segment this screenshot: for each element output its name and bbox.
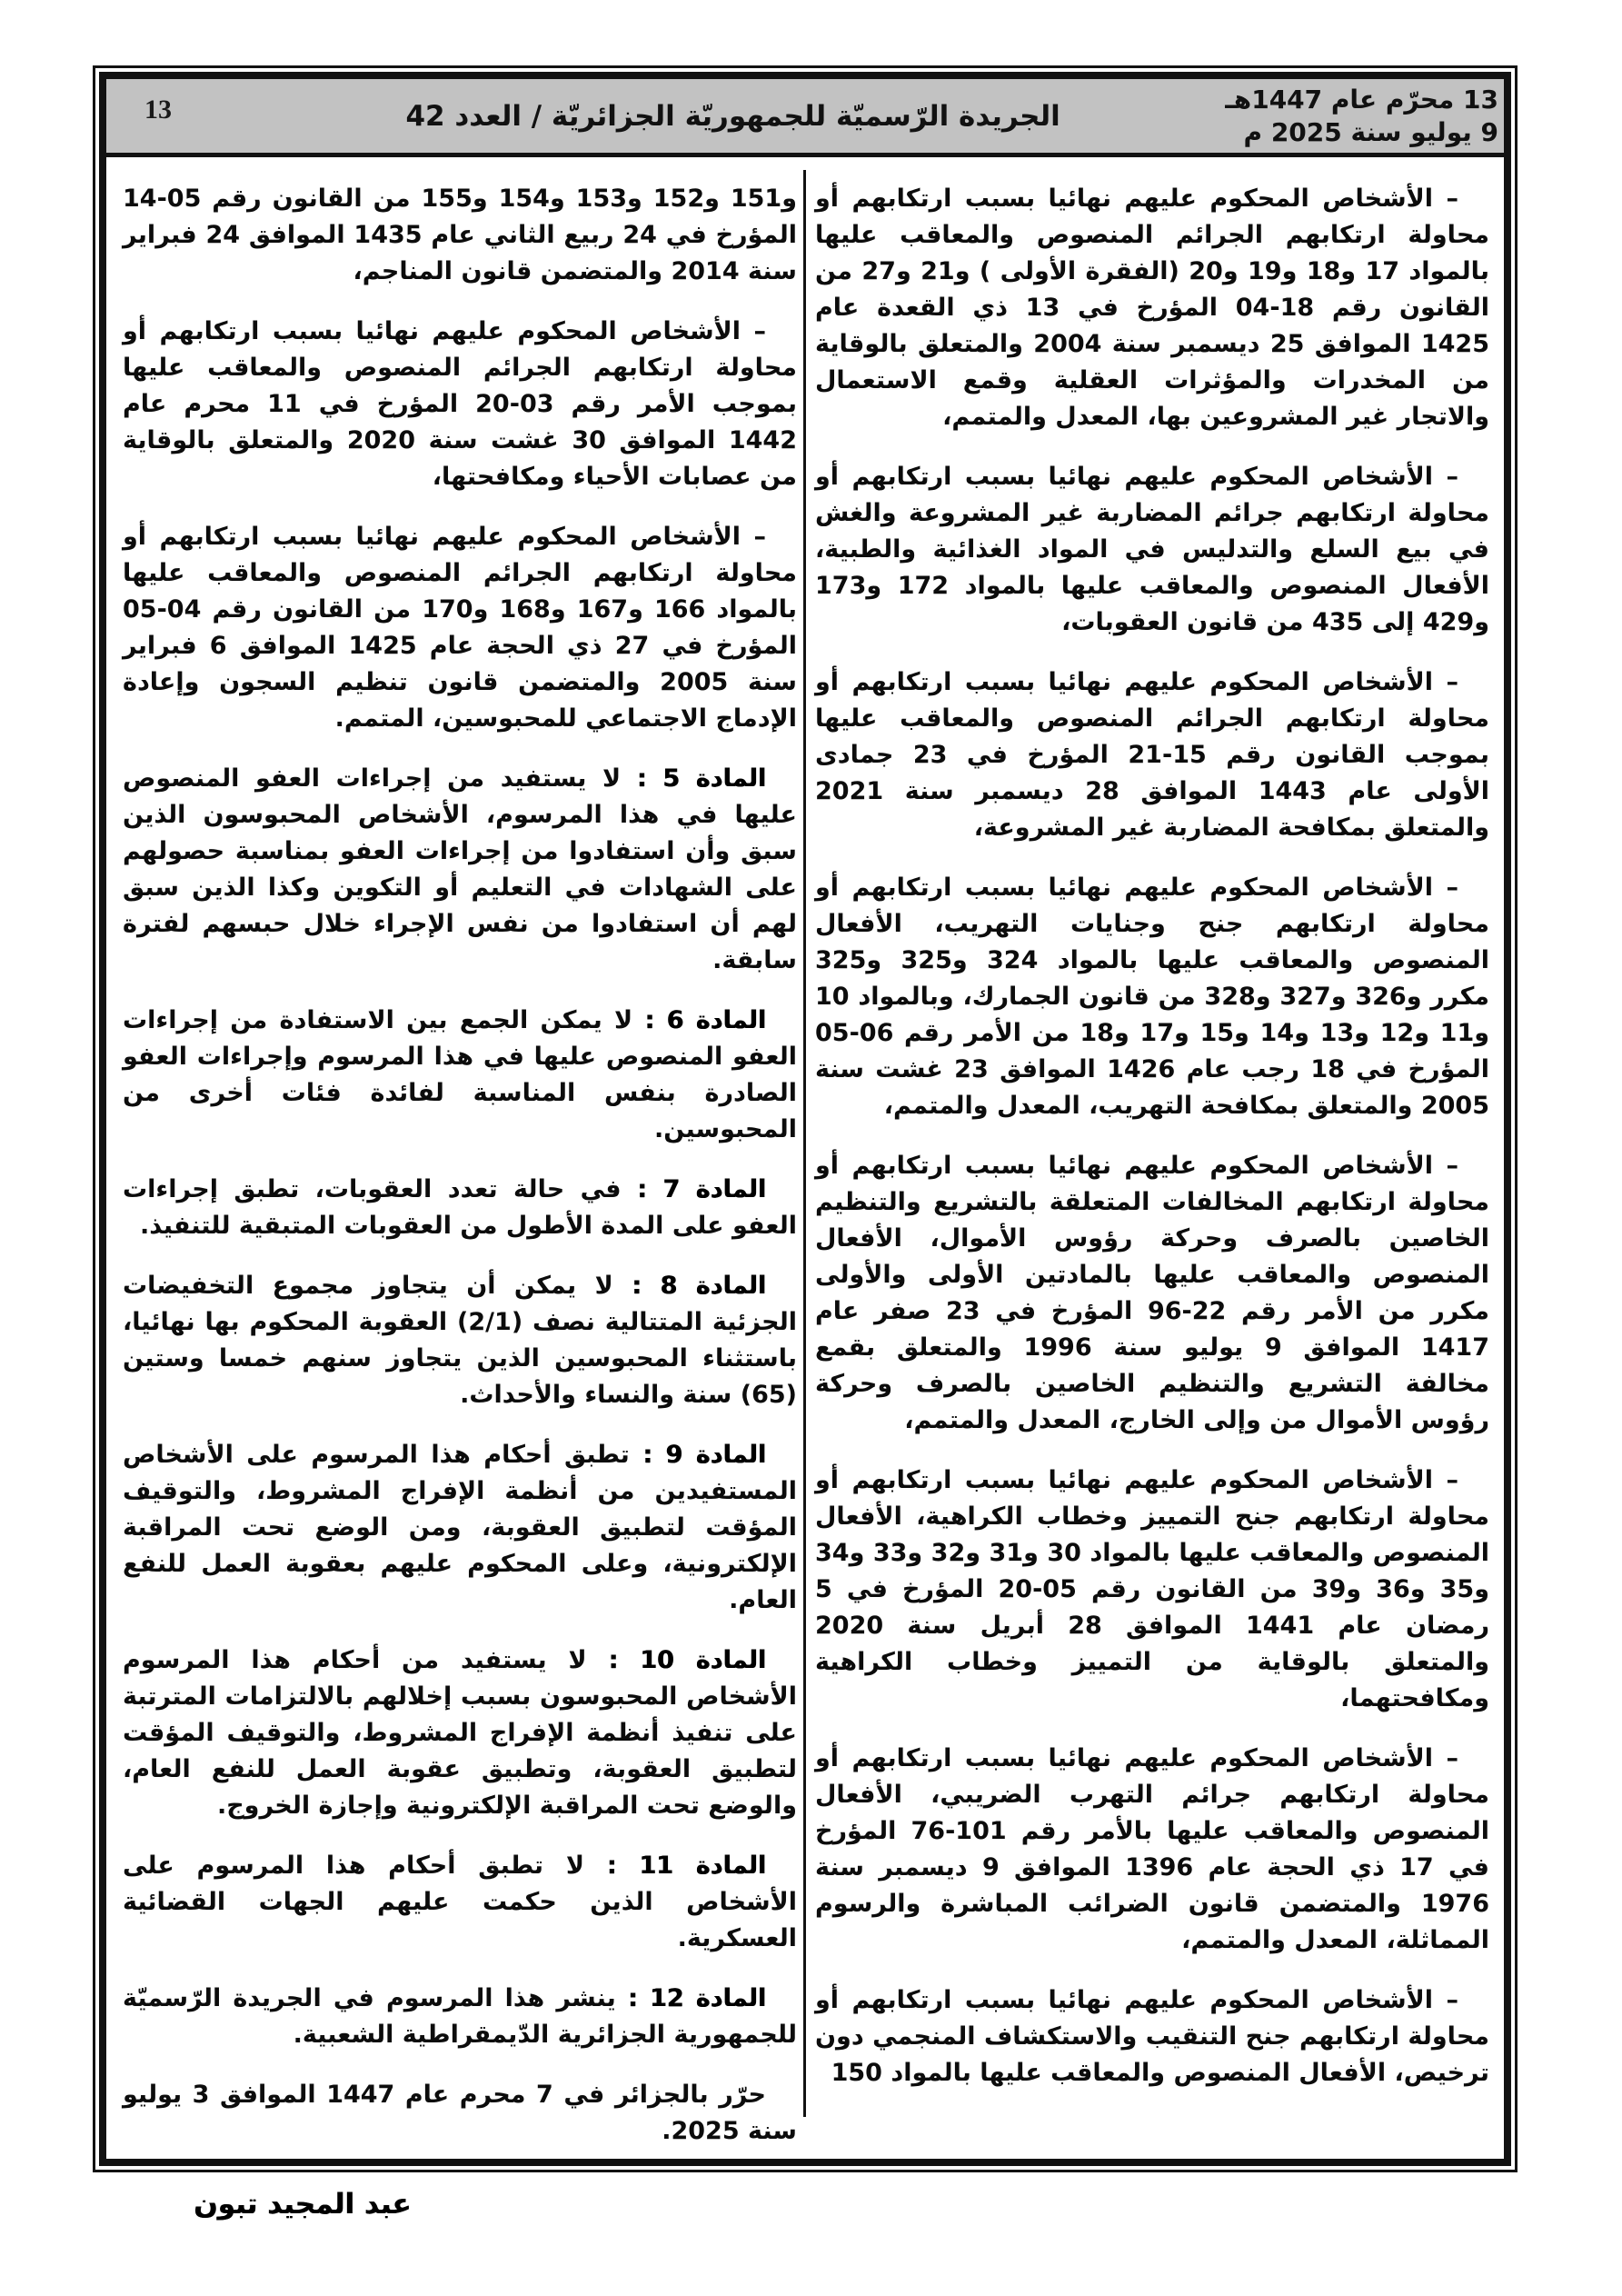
- paragraph: و151 و152 و153 و154 و155 من القانون رقم 05-14 المؤرخ في 24 ربيع الثاني عام 1435 الموافق 24 فبراير سنة 2014 والمتضمن قانون المناجم،: [123, 185, 798, 285]
- article-label: المادة 6 :: [644, 1006, 767, 1034]
- article-label: المادة 7 :: [637, 1175, 766, 1203]
- article-paragraph: المادة 7 : في حالة تعدد العقوبات، تطبق إجراءات العفو على المدة الأطول من العقوبات المتبقية للتنفيذ.: [123, 1175, 797, 1240]
- article-label: المادة 5 :: [636, 764, 767, 793]
- paragraph: – الأشخاص المحكوم عليهم نهائيا بسبب ارتكابهم أو محاولة ارتكابهم جنح التمييز وخطاب الكراهية، الأفعال المنصوص والمعاقب عليها بالمواد 30 و31 و32 و33 و34 و35 و36 و39 من القانون رقم 05-20 المؤرخ في 5 رمضان عام 1441 الموافق 28 أبريل سنة 2020 والمتعلق بالوقاية من التمييز وخطاب الكراهية ومكافحتهما،: [815, 1466, 1490, 1712]
- date-hijri: 13 محرّم عام 1447هـ: [1225, 84, 1498, 115]
- paragraph: حرّر بالجزائر في 7 محرم عام 1447 الموافق 3 يوليو سنة 2025.: [123, 2081, 797, 2145]
- article-label: المادة 8 :: [632, 1272, 767, 1300]
- paragraph: – الأشخاص المحكوم عليهم نهائيا بسبب ارتكابهم أو محاولة ارتكابهم الجرائم المنصوص والمعاقب عليها بالمواد 17 و18 و19 و20 (الفقرة الأولى ) و21 و27 من القانون رقم 18-04 المؤرخ في 13 ذي القعدة عام 1425 الموافق 25 ديسمبر سنة 2004 والمتعلق بالوقاية من المخدرات والمؤثرات العقلية وقمع الاستعمال والاتجار غير المشروعين بها، المعدل والمتمم،: [815, 185, 1490, 431]
- page-body: [106, 157, 1504, 2221]
- article-label: المادة 12 :: [627, 1984, 766, 2012]
- article-label: المادة 11 :: [606, 1852, 767, 1880]
- article-paragraph: المادة 9 : تطبق أحكام هذا المرسوم على الأشخاص المستفيدين من أنظمة الإفراج المشروط، والتوقيف المؤقت لتطبيق العقوبة، ومن الوضع تحت المراقبة الإلكترونية، وعلى المحكوم عليهم بعقوبة العمل للنفع العام.: [123, 1441, 797, 1614]
- date-gregorian: 9 يوليو سنة 2025 م: [1243, 116, 1498, 147]
- paragraph: – الأشخاص المحكوم عليهم نهائيا بسبب ارتكابهم أو محاولة ارتكابهم جرائم المضاربة غير المشروعة والغش في بيع السلع والتدليس في المواد الغذائية والطبية، الأفعال المنصوص والمعاقب عليها بالمواد 172 و173 و429 إلى 435 من قانون العقوبات،: [815, 463, 1489, 636]
- page-number: 13: [144, 94, 172, 125]
- article-label: المادة 9 :: [642, 1441, 767, 1469]
- paragraph: – الأشخاص المحكوم عليهم نهائيا بسبب ارتكابهم أو محاولة ارتكابهم جنح وجنايات التهريب، الأفعال المنصوص والمعاقب عليها بالمواد 324 و325 و325 مكرر و326 و327 و328 من قانون الجمارك، وبالمواد 10 و11 و12 و13 و14 و15 و17 و18 من الأمر رقم 06-05 المؤرخ في 18 رجب عام 1426 الموافق 23 غشت سنة 2005 والمتعلق بمكافحة التهريب، المعدل والمتمم،: [815, 873, 1490, 1120]
- header-band: [106, 79, 1504, 157]
- paragraph: – الأشخاص المحكوم عليهم نهائيا بسبب ارتكابهم أو محاولة ارتكابهم الجرائم المنصوص والمعاقب عليها بالمواد 166 و167 و168 و170 من القانون رقم 04-05 المؤرخ في 27 ذي الحجة عام 1425 الموافق 6 فبراير سنة 2005 والمتضمن قانون تنظيم السجون وإعادة الإدماج الاجتماعي للمحبوسين، المتمم.: [123, 523, 797, 733]
- paragraph: – الأشخاص المحكوم عليهم نهائيا بسبب ارتكابهم أو محاولة ارتكابهم الجرائم المنصوص والمعاقب عليها بموجب الأمر رقم 03-20 المؤرخ في 11 محرم عام 1442 الموافق 30 غشت سنة 2020 والمتعلق بالوقاية من عصابات الأحياء ومكافحتها،: [123, 317, 797, 491]
- article-paragraph: المادة 11 : لا تطبق أحكام هذا المرسوم على الأشخاص الذين حكمت عليهم الجهات القضائية العسكرية.: [123, 1852, 797, 1952]
- paragraph: – الأشخاص المحكوم عليهم نهائيا بسبب ارتكابهم أو محاولة ارتكابهم الجرائم المنصوص والمعاقب عليها بموجب القانون رقم 15-21 المؤرخ في 23 جمادى الأولى عام 1443 الموافق 28 ديسمبر سنة 2021 والمتعلق بمكافحة المضاربة غير المشروعة،: [815, 668, 1489, 842]
- column-divider: [803, 170, 806, 2117]
- signature: عبد المجيد تبون: [194, 2188, 412, 2221]
- paragraph: – الأشخاص المحكوم عليهم نهائيا بسبب ارتكابهم أو محاولة ارتكابهم جنح التنقيب والاستكشاف المنجمي دون ترخيص، الأفعال المنصوص والمعاقب عليها بالمواد 150: [815, 1986, 1489, 2087]
- article-paragraph: المادة 10 : لا يستفيد من أحكام هذا المرسوم الأشخاص المحبوسون بسبب إخلالهم بالالتزامات المترتبة على تنفيذ أنظمة الإفراج المشروط، والتوقيف المؤقت لتطبيق العقوبة، وتطبيق عقوبة العمل للنفع العام، والوضع تحت المراقبة الإلكترونية وإجازة الخروج.: [123, 1646, 797, 1820]
- gazette-title: الجريدة الرّسميّة للجمهوريّة الجزائريّة / العدد 42: [405, 99, 1060, 133]
- paragraph: – الأشخاص المحكوم عليهم نهائيا بسبب ارتكابهم أو محاولة ارتكابهم المخالفات المتعلقة بالتشريع والتنظيم الخاصين بالصرف وحركة رؤوس الأموال، الأفعال المنصوص والمعاقب عليها بالمادتين الأولى والأولى مكرر من الأمر رقم 22-96 المؤرخ في 23 صفر عام 1417 الموافق 9 يوليو سنة 1996 والمتعلق بقمع مخالفة التشريع والتنظيم الخاصين بالصرف وحركة رؤوس الأموال من وإلى الخارج، المعدل والمتمم،: [815, 1152, 1489, 1434]
- column-left: [123, 181, 797, 2222]
- article-paragraph: المادة 6 : لا يمكن الجمع بين الاستفادة من إجراءات العفو المنصوص عليها في هذا المرسوم وإجراءات العفو الصادرة بنفس المناسبة لفائدة فئات أخرى من المحبوسين.: [123, 1006, 797, 1143]
- column-right: [815, 181, 1489, 2115]
- page-frame-inner: [99, 72, 1511, 2221]
- issue-dates: [1212, 84, 1504, 149]
- page-frame: [93, 65, 1518, 2221]
- article-label: المادة 10 :: [608, 1646, 766, 1674]
- article-paragraph: المادة 8 : لا يمكن أن يتجاوز مجموع التخفيضات الجزئية المتتالية نصف (2/1) العقوبة المحكوم بها نهائيا، باستثناء المحبوسين الذين يتجاوز سنهم خمسا وستين (65) سنة والنساء والأحداث.: [123, 1272, 798, 1409]
- paragraph: – الأشخاص المحكوم عليهم نهائيا بسبب ارتكابهم أو محاولة ارتكابهم جرائم التهرب الضريبي، الأفعال المنصوص والمعاقب عليها بالأمر رقم 101-76 المؤرخ في 17 ذي الحجة عام 1396 الموافق 9 ديسمبر سنة 1976 والمتضمن قانون الضرائب المباشرة والرسوم المماثلة، المعدل والمتمم،: [815, 1744, 1490, 1954]
- article-paragraph: المادة 12 : ينشر هذا المرسوم في الجريدة الرّسميّة للجمهورية الجزائرية الدّيمقراطية الشعبية.: [123, 1984, 797, 2049]
- article-paragraph: المادة 5 : لا يستفيد من إجراءات العفو المنصوص عليها في هذا المرسوم، الأشخاص المحبوسون الذين سبق وأن استفادوا من إجراءات العفو بمناسبة حصولهم على الشهادات في التعليم أو التكوين وكذا الذين سبق لهم أن استفادوا من نفس الإجراء خلال حبسهم لفترة سابقة.: [123, 764, 797, 974]
